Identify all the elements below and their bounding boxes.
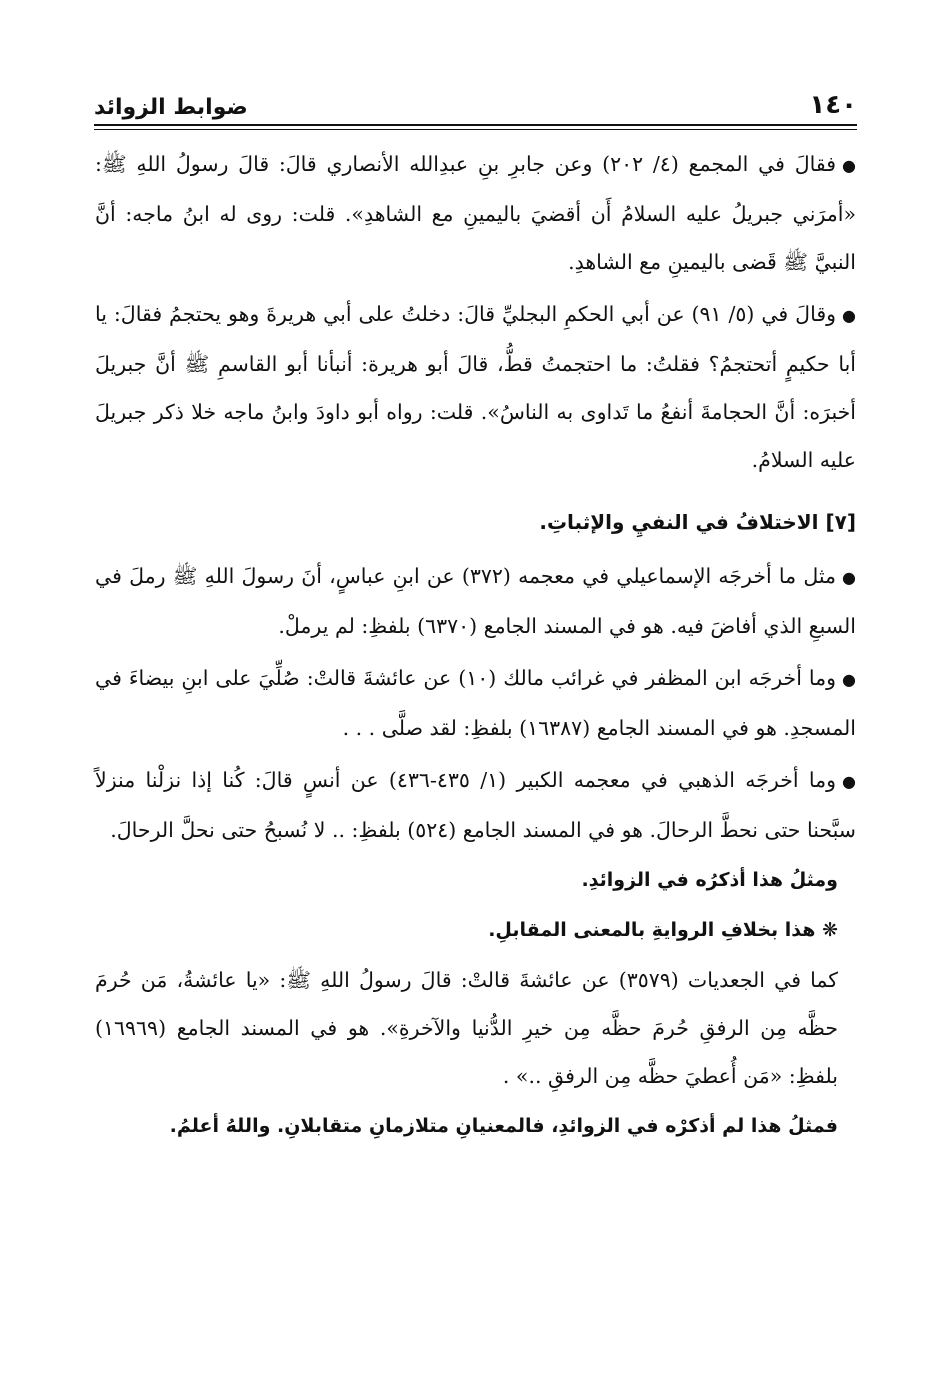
page-body — [95, 140, 856, 1152]
paragraph-text: فقالَ في المجمع (٤/ ٢٠٢) وعن جابرِ بنِ عبدِالله الأنصاري قالَ: قالَ رسولُ اللهِ ﷺ: «أمرَني جبريلُ عليه السلامُ أَن أقضيَ باليمينِ مع الشاهدِ». قلت: روى له ابنُ ماجه: أنَّ النبيَّ ﷺ قَضى باليمينِ مع الشاهدِ. — [95, 152, 856, 274]
example-dhahabi — [95, 756, 856, 854]
running-title: ضوابط الزوائد — [94, 95, 248, 120]
example-text: مثل ما أخرجَه الإسماعيلي في معجمه (٣٧٢) عن ابنِ عباسٍ، أنَ رسولَ اللهِ ﷺ رملَ في السبعِ الذي أفاضَ فيه. هو في المسند الجامع (٦٣٧٠) بلفظِ: لم يرملْ. — [95, 564, 856, 638]
bullet-icon: ● — [842, 156, 856, 175]
example-ibn-muzaffar — [95, 654, 856, 752]
paragraph-majma-2 — [95, 290, 856, 484]
closing-paragraph: كما في الجعديات (٣٥٧٩) عن عائشةَ قالتْ: قالَ رسولُ اللهِ ﷺ: «يا عائشةُ، مَن حُرمَ حظَّه مِن الرفقِ حُرمَ حظَّه مِن خيرِ الدُّنيا والآخرةِ». هو في المسند الجامع (١٦٩٦٩) بلفظِ: «مَن أُعطيَ حظَّه مِن الرفقِ ..» . — [95, 968, 838, 1088]
example-text: وما أخرجَه ابن المظفر في غرائب مالك (١٠) عن عائشةَ قالتْ: صُلِّيَ على ابنِ بيضاءَ في المسجدِ. هو في المسند الجامع (١٦٣٨٧) بلفظِ: لقد صلَّى . . . — [95, 666, 856, 740]
page-header — [94, 80, 857, 120]
header-rule-thin — [94, 129, 857, 130]
example-ismaili — [95, 552, 856, 650]
bold-line-contrast: ❋ هذا بخلافِ الروايةِ بالمعنى المقابلِ. — [488, 919, 838, 941]
bullet-icon: ● — [842, 568, 856, 587]
bullet-icon: ● — [842, 670, 856, 689]
bold-line-mention: ومثلُ هذا أذكرُه في الزوائدِ. — [581, 869, 838, 891]
final-conclusion-line: فمثلُ هذا لم أذكرْه في الزوائدِ، فالمعنيانِ متلازمانِ متقابلانِ. واللهُ أعلمُ. — [169, 1115, 838, 1137]
paragraph-majma-1 — [95, 140, 856, 286]
header-rule — [94, 124, 857, 126]
example-text: وما أخرجَه الذهبي في معجمه الكبير (١/ ٤٣٥-٤٣٦) عن أنسٍ قالَ: كُنا إذا نزلْنا منزلاً سبَّحنا حتى نحطَّ الرحالَ. هو في المسند الجامع (٥٢٤) بلفظِ: .. لا نُسبحُ حتى نحلَّ الرحالَ. — [95, 768, 856, 842]
page-number: ١٤٠ — [809, 90, 857, 120]
bullet-icon: ● — [842, 772, 856, 791]
paragraph-text: وقالَ في (٥/ ٩١) عن أبي الحكمِ البجليِّ قالَ: دخلتُ على أبي هريرةَ وهو يحتجمُ فقالَ: يا أبا حكيمٍ أتحتجمُ؟ فقلتُ: ما احتجمتُ قطُّ، قالَ أبو هريرة: أنبأنا أبو القاسمِ ﷺ أنَّ جبريلَ أخبرَه: أنَّ الحجامةَ أنفعُ ما تَداوى به الناسُ». قلت: رواه أبو داودَ وابنُ ماجه خلا ذكر جبريلَ عليه السلامُ. — [95, 302, 856, 472]
bullet-icon: ● — [842, 306, 856, 325]
section-heading: [٧] الاختلافُ في النفيِ والإثباتِ. — [539, 510, 856, 534]
